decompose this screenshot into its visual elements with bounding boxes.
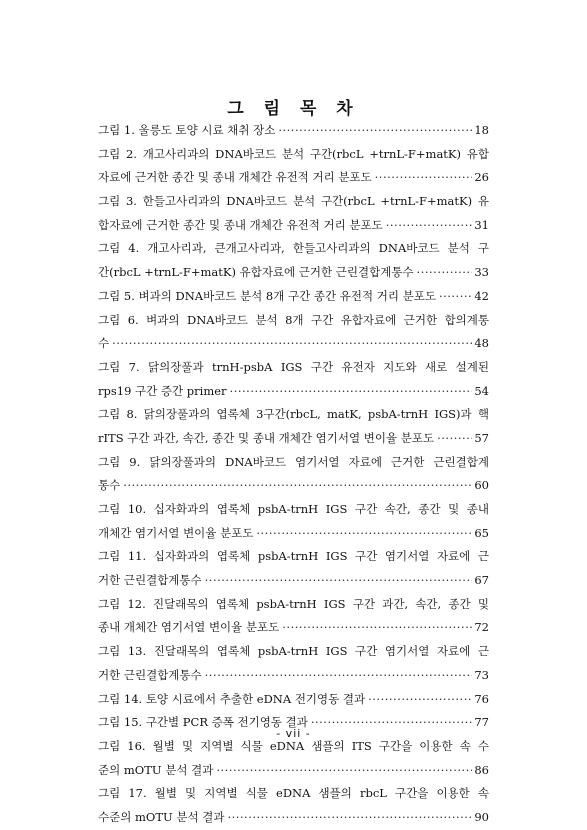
toc-page-number: 77: [474, 715, 489, 730]
toc-entry-line: [98, 616, 489, 640]
toc-entry-line: 그림 2. 개고사리과의 DNA바코드 분석 구간(rbcL +trnL-F+matK) 유합: [98, 146, 489, 161]
toc-page-number: 90: [474, 809, 489, 824]
dot-leader: [386, 214, 473, 238]
toc-entry-line: 그림 12. 진달래목의 엽록체 psbA-trnH IGS 구간 과간, 속간, 종간 및: [98, 596, 489, 611]
dot-leader: [123, 474, 472, 498]
toc-entry-line: 그림 17. 월별 및 지역별 식물 eDNA 샘플의 rbcL 구간을 이용한 속: [98, 786, 489, 801]
toc-entry-text: 수준의 mOTU 분석 결과: [98, 809, 225, 824]
toc-entry-line: [98, 119, 489, 143]
toc-entry-text: 통수: [98, 478, 121, 493]
page-title: 그 림 목 차: [227, 99, 360, 119]
toc-entry-text: 거한 근린결합계통수: [98, 573, 202, 588]
toc-page-number: 67: [474, 573, 489, 588]
toc-entry-line: [98, 569, 489, 593]
toc-entry-line: [98, 664, 489, 688]
toc-entry-text: rITS 구간 과간, 속간, 종간 및 종내 개체간 염기서열 변이율 분포도: [98, 430, 435, 445]
toc-page-number: 42: [474, 288, 489, 303]
dot-leader: [375, 166, 473, 190]
toc-list: [98, 119, 489, 830]
toc-entry-text: rps19 구간 증간 primer: [98, 383, 227, 398]
dot-leader: [439, 285, 472, 309]
dot-leader: [368, 688, 472, 712]
toc-entry-text: 개체간 염기서열 변이율 분포도: [98, 525, 254, 540]
toc-entry-line: [98, 688, 489, 712]
dot-leader: [282, 616, 472, 640]
toc-entry-line: 그림 4. 개고사리과, 큰개고사리과, 한들고사리과의 DNA바코드 분석 구: [98, 241, 489, 256]
toc-page-number: 33: [474, 265, 489, 280]
page-number: - vii -: [276, 727, 311, 740]
toc-page-number: 73: [474, 667, 489, 682]
toc-page-number: 18: [474, 123, 489, 137]
toc-page-number: 76: [474, 691, 489, 706]
toc-page-number: 60: [474, 478, 489, 493]
toc-page-number: 31: [474, 217, 489, 232]
toc-entry-line: 그림 9. 닭의장풀과의 DNA바코드 염기서열 자료에 근거한 근린결합계: [98, 454, 489, 469]
toc-entry-text: 종내 개체간 염기서열 변이율 분포도: [98, 620, 280, 635]
toc-entry-text: 수: [98, 336, 110, 351]
dot-leader: [227, 806, 472, 830]
toc-entry-text: 간(rbcL +trnL-F+matK) 유합자료에 근거한 근린결합계통수: [98, 265, 414, 280]
toc-entry-line: [98, 427, 489, 451]
dot-leader: [205, 569, 473, 593]
toc-entry-line: [98, 474, 489, 498]
toc-entry-line: [98, 166, 489, 190]
toc-entry-line: [98, 214, 489, 238]
dot-leader: [112, 332, 472, 356]
toc-page-number: 48: [474, 336, 489, 351]
toc-entry-line: [98, 261, 489, 285]
toc-entry-text: 그림 5. 벼과의 DNA바코드 분석 8개 구간 종간 유전적 거리 분포도: [98, 288, 436, 303]
toc-entry-line: [98, 759, 489, 783]
toc-entry-text: 거한 근린결합계통수: [98, 667, 202, 682]
toc-entry-line: 그림 10. 십자화과의 엽록체 psbA-trnH IGS 구간 속간, 종간 및 종내: [98, 502, 489, 516]
toc-entry-line: 그림 7. 닭의장풀과 trnH-psbA IGS 구간 유전자 지도와 새로 설계된: [98, 359, 489, 374]
toc-entry-text: 그림 1. 울릉도 토양 시료 채취 장소: [98, 123, 276, 137]
toc-page-number: 72: [474, 620, 489, 635]
dot-leader: [437, 427, 472, 451]
toc-entry-line: [98, 332, 489, 356]
toc-entry-line: 그림 6. 벼과의 DNA바코드 분석 8개 구간 유합자료에 근거한 합의계통: [98, 312, 489, 327]
toc-page-number: 57: [474, 430, 489, 445]
toc-page-number: 54: [474, 383, 489, 398]
toc-entry-line: [98, 806, 489, 830]
toc-entry-line: 그림 16. 월별 및 지역별 식물 eDNA 샘플의 ITS 구간을 이용한 속 수: [98, 738, 489, 753]
toc-entry-line: [98, 522, 489, 546]
toc-entry-text: 준의 mOTU 분석 결과: [98, 762, 214, 777]
toc-entry-line: 그림 3. 한들고사리과의 DNA바코드 분석 구간(rbcL +trnL-F+matK) 유: [98, 194, 489, 209]
toc-entry-text: 그림 14. 토양 시료에서 추출한 eDNA 전기영동 결과: [98, 691, 366, 706]
toc-entry-text: 합자료에 근거한 종간 및 종내 개체간 유전적 거리 분포도: [98, 217, 383, 232]
dot-leader: [256, 522, 472, 546]
toc-entry-line: 그림 8. 닭의장풀과의 엽록체 3구간(rbcL, matK, psbA-trnH IGS)과 핵: [98, 407, 489, 422]
dot-leader: [216, 759, 472, 783]
toc-entry-line: [98, 380, 489, 404]
dot-leader: [230, 380, 473, 404]
toc-entry-line: 그림 13. 진달래목의 엽록체 psbA-trnH IGS 구간 염기서열 자료에 근: [98, 644, 489, 659]
toc-entry-text: 자료에 근거한 종간 및 종내 개체간 유전적 거리 분포도: [98, 170, 372, 185]
toc-entry-text: 그림 15. 구간별 PCR 증폭 전기영동 결과: [98, 715, 308, 730]
toc-page-number: 65: [474, 525, 489, 540]
toc-entry-line: [98, 285, 489, 309]
toc-page-number: 26: [474, 170, 489, 185]
toc-page-number: 86: [474, 762, 489, 777]
toc-entry-line: 그림 11. 십자화과의 엽록체 psbA-trnH IGS 구간 염기서열 자료에 근: [98, 549, 489, 564]
dot-leader: [417, 261, 473, 285]
dot-leader: [205, 664, 473, 688]
dot-leader: [278, 119, 472, 143]
